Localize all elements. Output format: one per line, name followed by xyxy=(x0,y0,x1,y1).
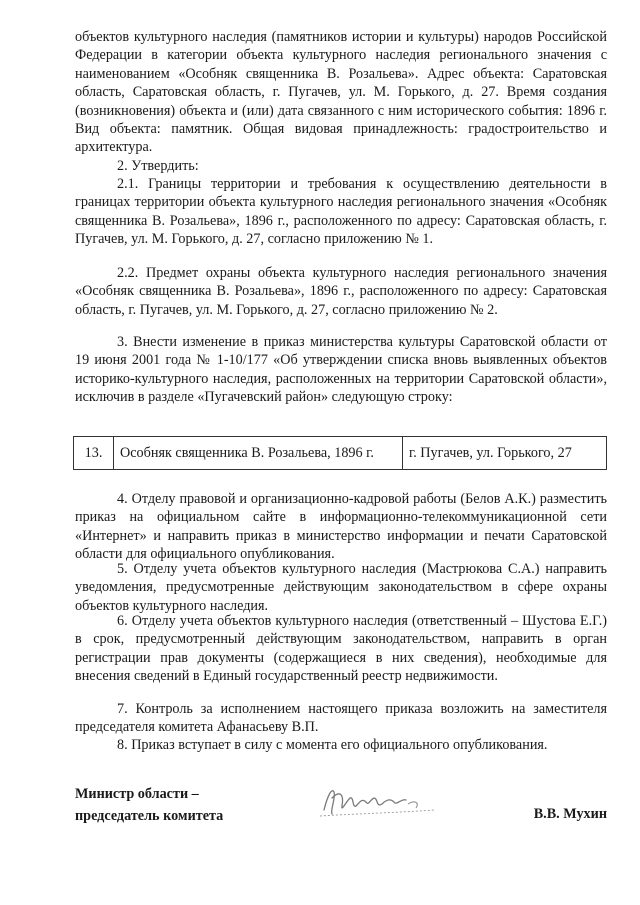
item-3: 3. Внести изменение в приказ министерства культуры Саратовской области от 19 июня 2001 года № 1-10/177 «Об утверждении списка вновь выявленных объектов историко-культурного наследия, расположенных на территории Саратовской области», исключив в разделе «Пугачевский район» следующую строку: xyxy=(75,334,607,406)
item-4: 4. Отделу правовой и организационно-кадровой работы (Белов А.К.) разместить приказ на официальном сайте в информационно-телекоммуникационной сети «Интернет» и направить приказ в министерство информации и печати Саратовской области для официального опубликования. xyxy=(75,491,607,563)
item-2-2: 2.2. Предмет охраны объекта культурного наследия регионального значения «Особняк священника В. Розальева», 1896 г., расположенного по адресу: Саратовская область, г. Пугачев, ул. М. Горького, д. 27, согласно приложению № 2. xyxy=(75,265,607,318)
item-7: 7. Контроль за исполнением настоящего приказа возложить на заместителя председателя комитета Афанасьеву В.П. xyxy=(75,701,607,736)
table-cell-name: Особняк священника В. Розальева, 1896 г. xyxy=(114,437,403,469)
intro-paragraph: объектов культурного наследия (памятников истории и культуры) народов Российской Федерации в категории объекта культурного наследия регионального значения с наименованием «Особняк священника В. Розальева». Адрес объекта: Саратовская область, Саратовская область, г. Пугачев, ул. М. Горького, д. 27. Время создания (возникновения) объекта и (или) дата связанного с ним исторического события: 1896 г. Вид объекта: памятник. Общая видовая принадлежность: градостроительство и архитектура. xyxy=(75,29,607,156)
excluded-row-table xyxy=(73,436,607,470)
table-cell-address: г. Пугачев, ул. Горького, 27 xyxy=(409,444,572,461)
item-8: 8. Приказ вступает в силу с момента его официального опубликования. xyxy=(117,737,548,753)
item-2: 2. Утвердить: xyxy=(117,158,199,174)
item-5: 5. Отделу учета объектов культурного наследия (Мастрюкова С.А.) направить уведомления, предусмотренные действующим законодательством в сфере охраны объектов культурного наследия. xyxy=(75,561,607,614)
signatory-name: В.В. Мухин xyxy=(533,806,607,822)
item-6: 6. Отделу учета объектов культурного наследия (ответственный – Шустова Е.Г.) в срок, предусмотренный действующим законодательством, направить в орган регистрации прав документы (содержащиеся в них сведения), необходимые для внесения сведений в Единый государственный реестр недвижимости. xyxy=(75,613,607,685)
handwritten-signature xyxy=(310,780,450,824)
signatory-title-line1: Министр области – xyxy=(75,786,199,802)
signatory-title xyxy=(75,783,335,827)
signatory-title-line2: председатель комитета xyxy=(75,808,224,824)
table-cell-number: 13. xyxy=(74,437,114,469)
item-2-1: 2.1. Границы территории и требования к осуществлению деятельности в границах территории объекта культурного наследия регионального значения «Особняк священника В. Розальева», 1896 г., расположенного по адресу: Саратовская область, г. Пугачев, ул. М. Горького, д. 27, согласно приложению № 1. xyxy=(75,176,607,248)
